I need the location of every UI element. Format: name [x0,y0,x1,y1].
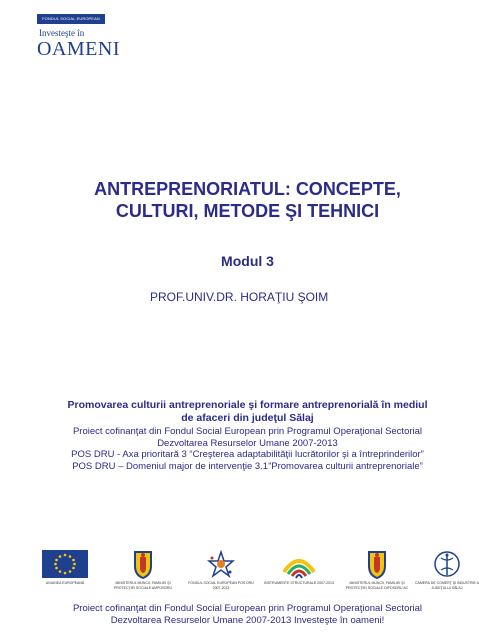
ro-coat-of-arms-icon [348,548,406,580]
structural-instruments-logo [264,548,334,594]
fse-badge: FONDUL SOCIAL EUROPEAN [37,14,105,24]
ministry-logo [114,548,172,594]
logo-caption: MINISTERUL MUNCII, FAMILIEI ŞI PROTECŢIEI SOCIALE AMPOSDRU [113,581,173,590]
logo-wordmark: OAMENI [37,38,120,60]
module-label: Modul 3 [221,253,274,269]
logo-caption: MINISTERUL MUNCII, FAMILIEI ŞI PROTECŢIEI SOCIALE OIPOSDRU AC [345,581,409,590]
title-line-2: CULTURI, METODE ŞI TEHNICI [115,201,380,221]
footer-line-2: Dezvoltarea Resurselor Umane 2007-2013 Investeşte în oameni! [110,614,385,626]
chamber-of-commerce-logo [415,548,479,594]
chamber-of-commerce-icon [418,548,476,580]
logo-caption: INSTRUMENTE STRUCTURALE 2007-2013 [264,581,334,585]
structural-instruments-icon [270,548,328,580]
document-title [0,178,495,222]
project-line: Dezvoltarea Resurselor Umane 2007-2013 [157,437,338,449]
fse-star-icon [192,548,250,580]
project-description [20,426,475,472]
oiposdru-logo [345,548,409,594]
project-line: POS DRU - Axa prioritară 3 “Creşterea adaptabilităţii lucrătorilor şi a întreprinderilor” [71,449,424,460]
eu-flag-icon [36,548,94,580]
footer-line-1: Proiect cofinanţat din Fondul Social European prin Programul Operaţional Sectorial [72,603,423,614]
footer-note [0,603,495,626]
title-line-1: ANTREPRENORIATUL: CONCEPTE, [94,179,401,199]
project-line: POS DRU – Domeniul major de intervenţie 3.1”Promovarea culturii antreprenoriale” [72,460,423,472]
project-title [20,399,475,425]
eu-logo [36,548,94,594]
project-line: Proiect cofinanţat din Fondul Social European prin Programul Operaţional Sectorial [72,426,423,437]
ro-coat-of-arms-icon [114,548,172,580]
project-title-line-1: Promovarea culturii antreprenoriale şi formare antreprenorială în mediul [67,399,428,411]
logo-caption: UNIUNEA EUROPEANĂ [45,581,85,585]
author-name: PROF.UNIV.DR. HORAŢIU ŞOIM [150,290,329,304]
logo-caption: FONDUL SOCIAL EUROPEAN POS DRU 2007-2013 [188,581,254,590]
logo-tagline: Investeşte în [39,28,85,38]
fse-logo [188,548,254,594]
project-title-line-2: de afaceri din judeţul Sălaj [181,412,314,424]
logo-caption: CAMERA DE COMERŢ ŞI INDUSTRIE A JUDEŢULUI SĂLAJ [415,581,479,590]
partner-logos [36,548,479,594]
